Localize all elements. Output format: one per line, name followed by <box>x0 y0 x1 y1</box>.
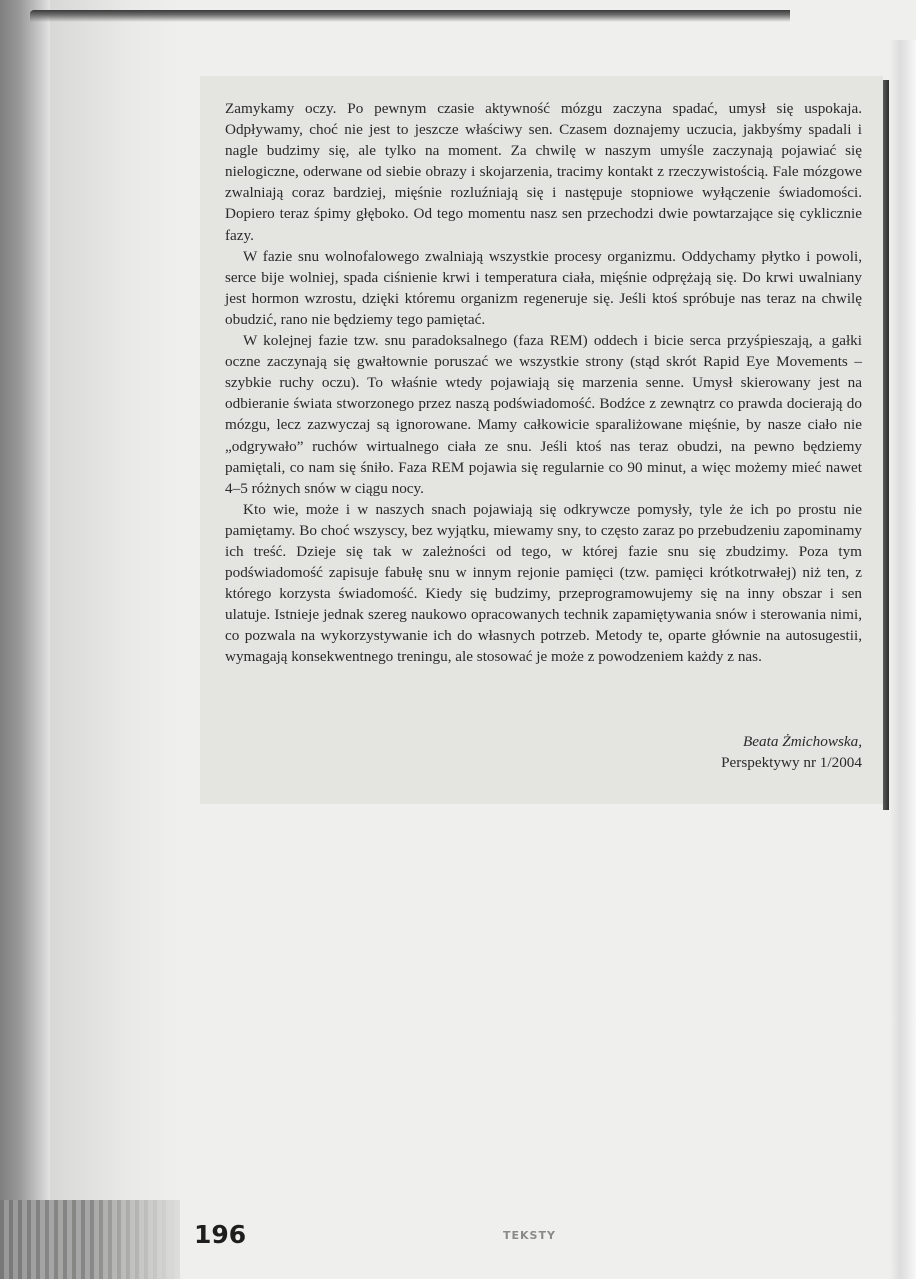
scan-right-edge <box>890 40 916 1279</box>
article-paragraph-2: W fazie snu wolnofalowego zwalniają wszystkie procesy organizmu. Oddychamy płytko i powoli, serce bije wolniej, spada ciśnienie krwi i temperatura ciała, mięśnie odprężają się. Do krwi uwalniany jest hormon wzrostu, dzięki któremu organizm regeneruje się. Jeśli ktoś spróbuje nas teraz na chwilę obudzić, rano nie będziemy tego pamiętać. <box>225 247 862 328</box>
article-paragraph-4: Kto wie, może i w naszych snach pojawiają się odkrywcze pomysły, tyle że ich po prostu nie pamiętamy. Bo choć wszyscy, bez wyjątku, miewamy sny, to często zaraz po przebudzeniu zapominamy ich treść. Dzieje się tak w zależności od tego, w której fazie snu się zbudzimy. Poza tym podświadomość zapisuje fabułę snu w innym rejonie pamięci (tzw. pamięci krótkotrwałej) niż ten, z którego korzysta świadomość. Kiedy się budzimy, przeprogramowujemy się na inny obszar i sen ulatuje. Istnieje jednak szereg naukowo opracowanych technik zapamiętywania snów i sterowania nimi, co pozwala na wykorzystywanie ich do własnych potrzeb. Metody te, oparte głównie na autosugestii, wymagają konsekwentnego treningu, ale stosować je może z powodzeniem każdy z nas. <box>225 500 862 666</box>
scan-top-shadow <box>30 10 790 22</box>
article-author: Beata Żmichowska, <box>743 733 862 750</box>
article-signature <box>721 731 862 773</box>
scan-left-edge <box>0 0 50 1279</box>
scan-page-gutter <box>50 0 180 1279</box>
scan-right-bar <box>883 80 889 810</box>
section-label: TEKSTY <box>503 1229 556 1242</box>
scan-bottom-stripes <box>0 1200 180 1279</box>
article-paragraph-3: W kolejnej fazie tzw. snu paradoksalnego (faza REM) oddech i bicie serca przyśpieszają, a gałki oczne zaczynają się gwałtownie poruszać we wszystkie strony (stąd skrót Rapid Eye Movements – szybkie ruchy oczu). To właśnie wtedy pojawiają się marzenia senne. Umysł skierowany jest na odbieranie świata stworzonego przez naszą podświadomość. Bodźce z zewnątrz co prawda docierają do mózgu, lecz zazwyczaj są ignorowane. Mamy całkowicie sparaliżowane mięśnie, by nasze ciało nie „odgrywało” ruchów wirtualnego ciała ze snu. Jeśli ktoś nas teraz obudzi, na pewno będziemy pamiętali, co nam się śniło. Faza REM pojawia się regularnie co 90 minut, a więc możemy mieć nawet 4–5 różnych snów w ciągu nocy. <box>225 332 862 497</box>
article-paragraph-1: Zamykamy oczy. Po pewnym czasie aktywność mózgu zaczyna spadać, umysł się uspokaja. Odpływamy, choć nie jest to jeszcze właściwy sen. Czasem doznajemy uczucia, jakbyśmy spadali i nagle budzimy się, ale tylko na moment. Za chwilę w naszym umyśle zaczynają pojawiać się nielogiczne, oderwane od siebie obrazy i skojarzenia, tracimy kontakt z rzeczywistością. Fale mózgowe zwalniają coraz bardziej, mięśnie rozluźniają się i następuje stopniowe wyłączenie świadomości. Dopiero teraz śpimy głęboko. Od tego momentu nasz sen przechodzi dwie powtarzające się cyklicznie fazy. <box>225 100 862 244</box>
article-source: Perspektywy nr 1/2004 <box>721 754 862 771</box>
page-number: 196 <box>194 1220 247 1249</box>
article-box <box>200 76 883 804</box>
